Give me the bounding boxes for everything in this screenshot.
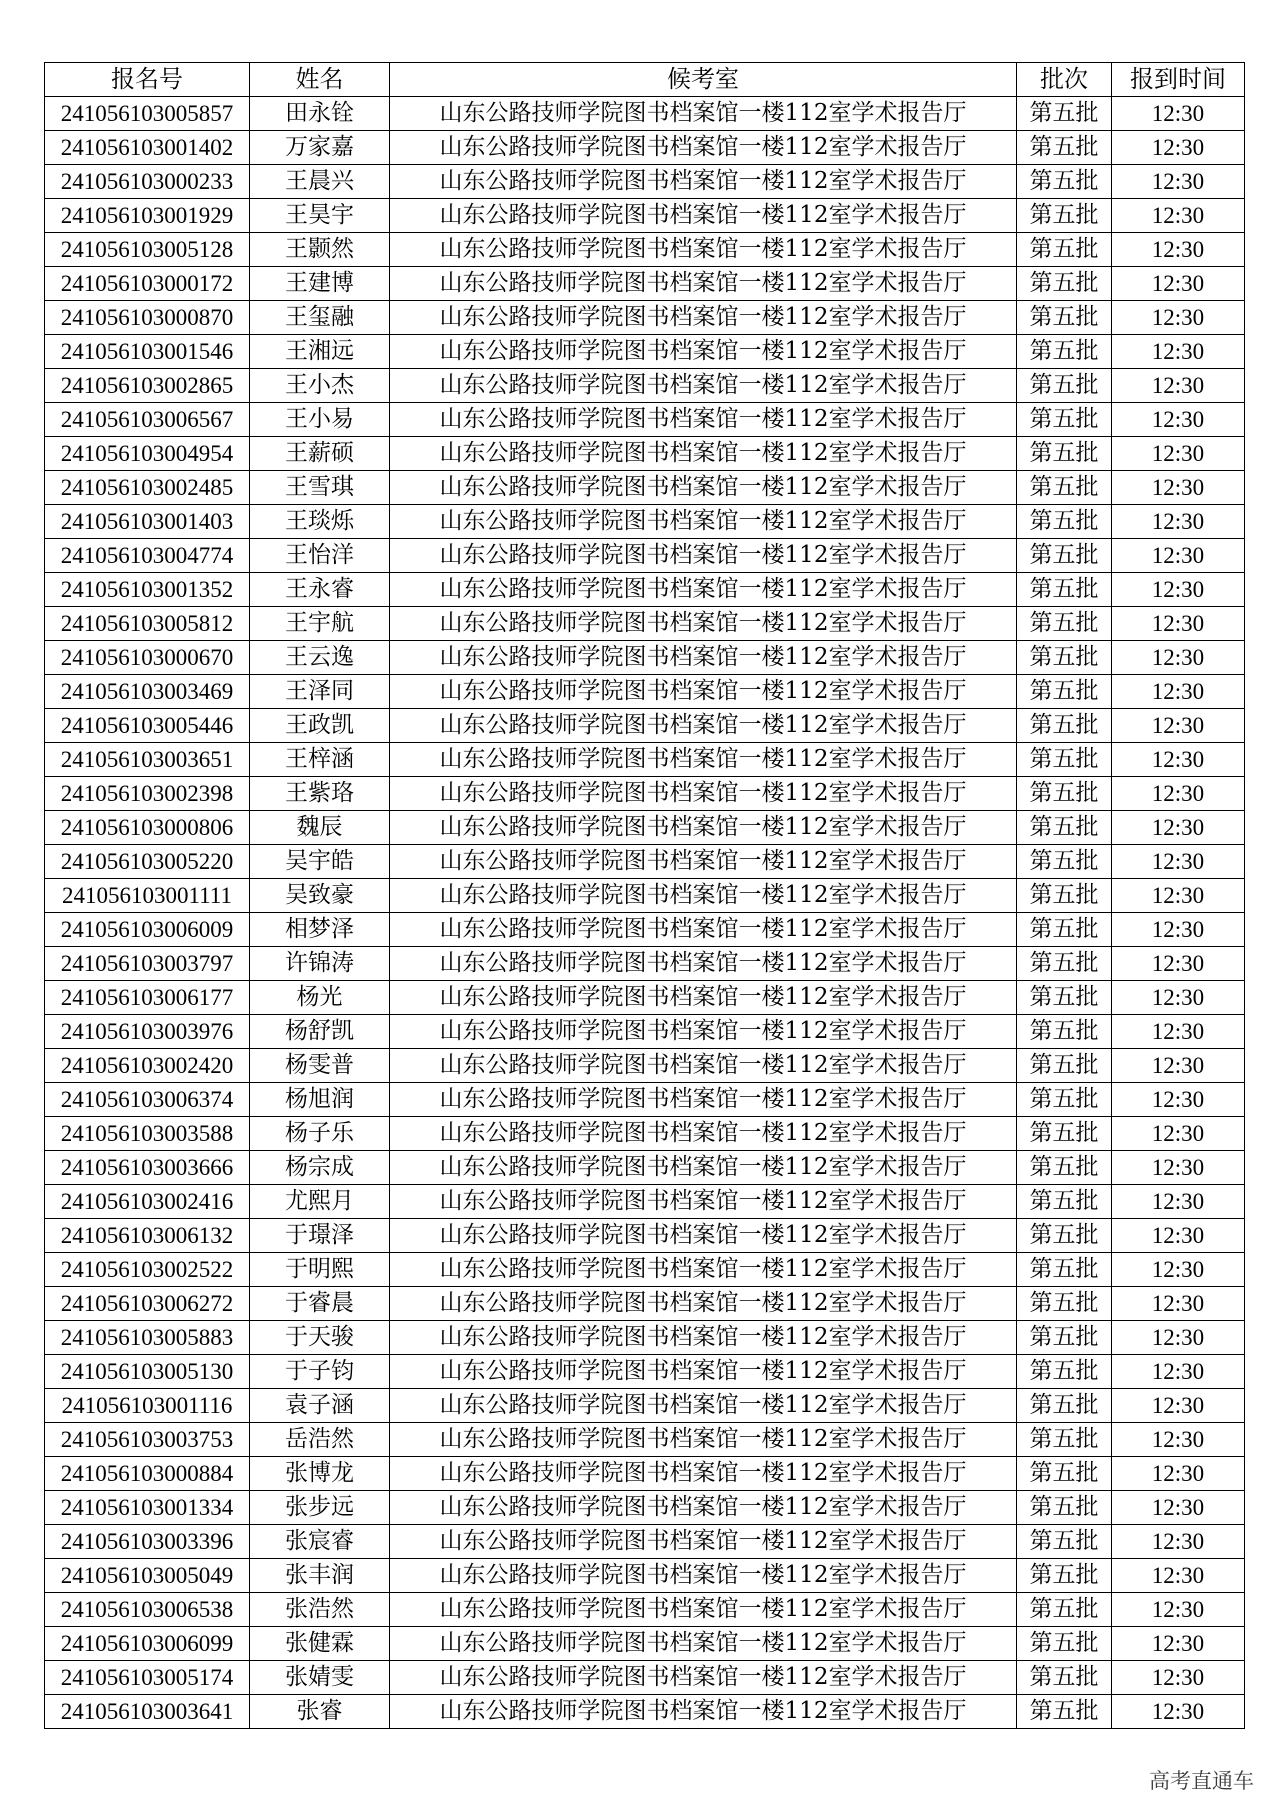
table-row xyxy=(45,1661,1245,1695)
cell-check-in-time: 12:30 xyxy=(1112,709,1245,743)
cell-name: 王梓涵 xyxy=(250,743,390,777)
table-row xyxy=(45,607,1245,641)
cell-name: 张博龙 xyxy=(250,1457,390,1491)
cell-registration-number: 241056103000806 xyxy=(45,811,250,845)
table-row xyxy=(45,1695,1245,1729)
cell-name: 杨舒凯 xyxy=(250,1015,390,1049)
cell-batch: 第五批 xyxy=(1017,845,1112,879)
cell-check-in-time: 12:30 xyxy=(1112,1185,1245,1219)
cell-check-in-time: 12:30 xyxy=(1112,1559,1245,1593)
cell-name: 于天骏 xyxy=(250,1321,390,1355)
cell-check-in-time: 12:30 xyxy=(1112,1627,1245,1661)
cell-batch: 第五批 xyxy=(1017,97,1112,131)
cell-registration-number: 241056103006374 xyxy=(45,1083,250,1117)
cell-check-in-time: 12:30 xyxy=(1112,641,1245,675)
cell-registration-number: 241056103000870 xyxy=(45,301,250,335)
cell-batch: 第五批 xyxy=(1017,233,1112,267)
cell-name: 吴致豪 xyxy=(250,879,390,913)
cell-waiting-room: 山东公路技师学院图书档案馆一楼112室学术报告厅 xyxy=(390,233,1017,267)
table-row xyxy=(45,1423,1245,1457)
table-row xyxy=(45,1525,1245,1559)
roster-body xyxy=(45,97,1245,1729)
cell-name: 于睿晨 xyxy=(250,1287,390,1321)
table-row xyxy=(45,1627,1245,1661)
cell-batch: 第五批 xyxy=(1017,879,1112,913)
cell-name: 杨光 xyxy=(250,981,390,1015)
cell-check-in-time: 12:30 xyxy=(1112,1321,1245,1355)
cell-check-in-time: 12:30 xyxy=(1112,437,1245,471)
cell-batch: 第五批 xyxy=(1017,1151,1112,1185)
cell-check-in-time: 12:30 xyxy=(1112,471,1245,505)
cell-registration-number: 241056103003396 xyxy=(45,1525,250,1559)
cell-batch: 第五批 xyxy=(1017,1219,1112,1253)
cell-name: 于明熙 xyxy=(250,1253,390,1287)
cell-check-in-time: 12:30 xyxy=(1112,403,1245,437)
cell-check-in-time: 12:30 xyxy=(1112,573,1245,607)
table-row xyxy=(45,97,1245,131)
cell-registration-number: 241056103003651 xyxy=(45,743,250,777)
cell-name: 于子钧 xyxy=(250,1355,390,1389)
cell-batch: 第五批 xyxy=(1017,1457,1112,1491)
cell-name: 田永铨 xyxy=(250,97,390,131)
cell-name: 王玺融 xyxy=(250,301,390,335)
cell-batch: 第五批 xyxy=(1017,1185,1112,1219)
cell-registration-number: 241056103006567 xyxy=(45,403,250,437)
cell-name: 张浩然 xyxy=(250,1593,390,1627)
table-row xyxy=(45,879,1245,913)
cell-registration-number: 241056103001116 xyxy=(45,1389,250,1423)
cell-check-in-time: 12:30 xyxy=(1112,1695,1245,1729)
table-row xyxy=(45,573,1245,607)
cell-check-in-time: 12:30 xyxy=(1112,1355,1245,1389)
cell-check-in-time: 12:30 xyxy=(1112,165,1245,199)
cell-name: 王薪硕 xyxy=(250,437,390,471)
table-row xyxy=(45,1321,1245,1355)
table-row xyxy=(45,947,1245,981)
cell-registration-number: 241056103003753 xyxy=(45,1423,250,1457)
table-row xyxy=(45,301,1245,335)
table-row xyxy=(45,539,1245,573)
cell-name: 王小杰 xyxy=(250,369,390,403)
cell-waiting-room: 山东公路技师学院图书档案馆一楼112室学术报告厅 xyxy=(390,777,1017,811)
cell-registration-number: 241056103006538 xyxy=(45,1593,250,1627)
table-row xyxy=(45,1457,1245,1491)
cell-batch: 第五批 xyxy=(1017,471,1112,505)
cell-check-in-time: 12:30 xyxy=(1112,1593,1245,1627)
cell-waiting-room: 山东公路技师学院图书档案馆一楼112室学术报告厅 xyxy=(390,641,1017,675)
cell-registration-number: 241056103005220 xyxy=(45,845,250,879)
table-row xyxy=(45,1015,1245,1049)
cell-name: 许锦涛 xyxy=(250,947,390,981)
cell-name: 万家嘉 xyxy=(250,131,390,165)
cell-waiting-room: 山东公路技师学院图书档案馆一楼112室学术报告厅 xyxy=(390,1151,1017,1185)
cell-registration-number: 241056103001402 xyxy=(45,131,250,165)
cell-registration-number: 241056103000884 xyxy=(45,1457,250,1491)
cell-name: 张婧雯 xyxy=(250,1661,390,1695)
cell-registration-number: 241056103005812 xyxy=(45,607,250,641)
table-row xyxy=(45,1219,1245,1253)
cell-name: 王宇航 xyxy=(250,607,390,641)
cell-waiting-room: 山东公路技师学院图书档案馆一楼112室学术报告厅 xyxy=(390,1559,1017,1593)
cell-check-in-time: 12:30 xyxy=(1112,811,1245,845)
cell-name: 尤熙月 xyxy=(250,1185,390,1219)
cell-registration-number: 241056103001546 xyxy=(45,335,250,369)
cell-batch: 第五批 xyxy=(1017,1593,1112,1627)
cell-registration-number: 241056103001403 xyxy=(45,505,250,539)
cell-check-in-time: 12:30 xyxy=(1112,539,1245,573)
cell-waiting-room: 山东公路技师学院图书档案馆一楼112室学术报告厅 xyxy=(390,709,1017,743)
cell-waiting-room: 山东公路技师学院图书档案馆一楼112室学术报告厅 xyxy=(390,1491,1017,1525)
header-waiting-room: 候考室 xyxy=(390,63,1017,97)
table-row xyxy=(45,1355,1245,1389)
cell-registration-number: 241056103005857 xyxy=(45,97,250,131)
cell-waiting-room: 山东公路技师学院图书档案馆一楼112室学术报告厅 xyxy=(390,165,1017,199)
cell-name: 杨雯普 xyxy=(250,1049,390,1083)
cell-registration-number: 241056103005446 xyxy=(45,709,250,743)
cell-batch: 第五批 xyxy=(1017,1253,1112,1287)
cell-name: 张健霖 xyxy=(250,1627,390,1661)
cell-batch: 第五批 xyxy=(1017,1355,1112,1389)
table-row xyxy=(45,913,1245,947)
cell-waiting-room: 山东公路技师学院图书档案馆一楼112室学术报告厅 xyxy=(390,1049,1017,1083)
cell-batch: 第五批 xyxy=(1017,369,1112,403)
cell-check-in-time: 12:30 xyxy=(1112,1049,1245,1083)
cell-registration-number: 241056103006009 xyxy=(45,913,250,947)
cell-check-in-time: 12:30 xyxy=(1112,1661,1245,1695)
cell-waiting-room: 山东公路技师学院图书档案馆一楼112室学术报告厅 xyxy=(390,1355,1017,1389)
table-row xyxy=(45,369,1245,403)
table-row xyxy=(45,675,1245,709)
table-row xyxy=(45,1253,1245,1287)
table-row xyxy=(45,709,1245,743)
table-row xyxy=(45,811,1245,845)
cell-waiting-room: 山东公路技师学院图书档案馆一楼112室学术报告厅 xyxy=(390,1015,1017,1049)
cell-batch: 第五批 xyxy=(1017,1491,1112,1525)
cell-check-in-time: 12:30 xyxy=(1112,743,1245,777)
cell-name: 王琰烁 xyxy=(250,505,390,539)
cell-waiting-room: 山东公路技师学院图书档案馆一楼112室学术报告厅 xyxy=(390,743,1017,777)
cell-check-in-time: 12:30 xyxy=(1112,947,1245,981)
cell-batch: 第五批 xyxy=(1017,1423,1112,1457)
cell-check-in-time: 12:30 xyxy=(1112,1083,1245,1117)
cell-name: 王永睿 xyxy=(250,573,390,607)
cell-waiting-room: 山东公路技师学院图书档案馆一楼112室学术报告厅 xyxy=(390,879,1017,913)
cell-registration-number: 241056103002416 xyxy=(45,1185,250,1219)
cell-waiting-room: 山东公路技师学院图书档案馆一楼112室学术报告厅 xyxy=(390,1423,1017,1457)
cell-check-in-time: 12:30 xyxy=(1112,199,1245,233)
cell-waiting-room: 山东公路技师学院图书档案馆一楼112室学术报告厅 xyxy=(390,1593,1017,1627)
cell-registration-number: 241056103004774 xyxy=(45,539,250,573)
cell-waiting-room: 山东公路技师学院图书档案馆一楼112室学术报告厅 xyxy=(390,1253,1017,1287)
cell-batch: 第五批 xyxy=(1017,403,1112,437)
table-row xyxy=(45,1491,1245,1525)
cell-registration-number: 241056103006177 xyxy=(45,981,250,1015)
cell-name: 杨宗成 xyxy=(250,1151,390,1185)
table-row xyxy=(45,471,1245,505)
cell-check-in-time: 12:30 xyxy=(1112,301,1245,335)
cell-batch: 第五批 xyxy=(1017,1559,1112,1593)
header-registration-number: 报名号 xyxy=(45,63,250,97)
cell-waiting-room: 山东公路技师学院图书档案馆一楼112室学术报告厅 xyxy=(390,539,1017,573)
table-row xyxy=(45,1083,1245,1117)
table-row xyxy=(45,233,1245,267)
cell-waiting-room: 山东公路技师学院图书档案馆一楼112室学术报告厅 xyxy=(390,335,1017,369)
cell-registration-number: 241056103002485 xyxy=(45,471,250,505)
cell-batch: 第五批 xyxy=(1017,505,1112,539)
cell-registration-number: 241056103005883 xyxy=(45,1321,250,1355)
cell-waiting-room: 山东公路技师学院图书档案馆一楼112室学术报告厅 xyxy=(390,505,1017,539)
cell-batch: 第五批 xyxy=(1017,1015,1112,1049)
cell-batch: 第五批 xyxy=(1017,1117,1112,1151)
cell-check-in-time: 12:30 xyxy=(1112,233,1245,267)
cell-name: 王颢然 xyxy=(250,233,390,267)
cell-registration-number: 241056103002398 xyxy=(45,777,250,811)
cell-batch: 第五批 xyxy=(1017,981,1112,1015)
cell-check-in-time: 12:30 xyxy=(1112,777,1245,811)
cell-waiting-room: 山东公路技师学院图书档案馆一楼112室学术报告厅 xyxy=(390,1083,1017,1117)
cell-batch: 第五批 xyxy=(1017,1661,1112,1695)
cell-waiting-room: 山东公路技师学院图书档案馆一楼112室学术报告厅 xyxy=(390,1389,1017,1423)
cell-registration-number: 241056103006099 xyxy=(45,1627,250,1661)
table-row xyxy=(45,845,1245,879)
cell-check-in-time: 12:30 xyxy=(1112,607,1245,641)
cell-registration-number: 241056103003469 xyxy=(45,675,250,709)
cell-name: 王怡洋 xyxy=(250,539,390,573)
cell-registration-number: 241056103003641 xyxy=(45,1695,250,1729)
cell-waiting-room: 山东公路技师学院图书档案馆一楼112室学术报告厅 xyxy=(390,97,1017,131)
cell-batch: 第五批 xyxy=(1017,165,1112,199)
roster-table xyxy=(44,62,1245,1729)
cell-batch: 第五批 xyxy=(1017,573,1112,607)
cell-check-in-time: 12:30 xyxy=(1112,1423,1245,1457)
table-row xyxy=(45,165,1245,199)
header-check-in-time: 报到时间 xyxy=(1112,63,1245,97)
cell-registration-number: 241056103002522 xyxy=(45,1253,250,1287)
cell-batch: 第五批 xyxy=(1017,947,1112,981)
cell-batch: 第五批 xyxy=(1017,1525,1112,1559)
cell-name: 杨子乐 xyxy=(250,1117,390,1151)
cell-waiting-room: 山东公路技师学院图书档案馆一楼112室学术报告厅 xyxy=(390,675,1017,709)
cell-waiting-room: 山东公路技师学院图书档案馆一楼112室学术报告厅 xyxy=(390,947,1017,981)
cell-waiting-room: 山东公路技师学院图书档案馆一楼112室学术报告厅 xyxy=(390,1185,1017,1219)
cell-registration-number: 241056103001111 xyxy=(45,879,250,913)
cell-waiting-room: 山东公路技师学院图书档案馆一楼112室学术报告厅 xyxy=(390,131,1017,165)
cell-batch: 第五批 xyxy=(1017,1321,1112,1355)
cell-name: 王泽同 xyxy=(250,675,390,709)
table-row xyxy=(45,1049,1245,1083)
cell-check-in-time: 12:30 xyxy=(1112,1117,1245,1151)
cell-registration-number: 241056103001929 xyxy=(45,199,250,233)
cell-name: 王晨兴 xyxy=(250,165,390,199)
cell-batch: 第五批 xyxy=(1017,1627,1112,1661)
cell-check-in-time: 12:30 xyxy=(1112,505,1245,539)
cell-waiting-room: 山东公路技师学院图书档案馆一楼112室学术报告厅 xyxy=(390,369,1017,403)
table-row xyxy=(45,131,1245,165)
watermark-text: 高考直通车 xyxy=(1149,1769,1254,1793)
cell-batch: 第五批 xyxy=(1017,1049,1112,1083)
cell-batch: 第五批 xyxy=(1017,539,1112,573)
cell-batch: 第五批 xyxy=(1017,709,1112,743)
header-batch: 批次 xyxy=(1017,63,1112,97)
cell-registration-number: 241056103001334 xyxy=(45,1491,250,1525)
cell-waiting-room: 山东公路技师学院图书档案馆一楼112室学术报告厅 xyxy=(390,913,1017,947)
cell-name: 王湘远 xyxy=(250,335,390,369)
cell-batch: 第五批 xyxy=(1017,1287,1112,1321)
cell-waiting-room: 山东公路技师学院图书档案馆一楼112室学术报告厅 xyxy=(390,607,1017,641)
table-row xyxy=(45,777,1245,811)
cell-waiting-room: 山东公路技师学院图书档案馆一楼112室学术报告厅 xyxy=(390,1627,1017,1661)
roster-sheet xyxy=(44,62,1244,1729)
cell-registration-number: 241056103000670 xyxy=(45,641,250,675)
cell-waiting-room: 山东公路技师学院图书档案馆一楼112室学术报告厅 xyxy=(390,1661,1017,1695)
cell-waiting-room: 山东公路技师学院图书档案馆一楼112室学术报告厅 xyxy=(390,403,1017,437)
cell-batch: 第五批 xyxy=(1017,1083,1112,1117)
cell-registration-number: 241056103000172 xyxy=(45,267,250,301)
cell-check-in-time: 12:30 xyxy=(1112,97,1245,131)
cell-waiting-room: 山东公路技师学院图书档案馆一楼112室学术报告厅 xyxy=(390,1525,1017,1559)
cell-registration-number: 241056103001352 xyxy=(45,573,250,607)
cell-name: 王昊宇 xyxy=(250,199,390,233)
cell-registration-number: 241056103005128 xyxy=(45,233,250,267)
cell-batch: 第五批 xyxy=(1017,811,1112,845)
cell-registration-number: 241056103005049 xyxy=(45,1559,250,1593)
cell-name: 岳浩然 xyxy=(250,1423,390,1457)
table-row xyxy=(45,641,1245,675)
table-row xyxy=(45,403,1245,437)
table-row xyxy=(45,335,1245,369)
cell-batch: 第五批 xyxy=(1017,641,1112,675)
cell-registration-number: 241056103003666 xyxy=(45,1151,250,1185)
table-row xyxy=(45,1151,1245,1185)
table-row xyxy=(45,437,1245,471)
cell-name: 杨旭润 xyxy=(250,1083,390,1117)
cell-waiting-room: 山东公路技师学院图书档案馆一楼112室学术报告厅 xyxy=(390,981,1017,1015)
cell-waiting-room: 山东公路技师学院图书档案馆一楼112室学术报告厅 xyxy=(390,267,1017,301)
cell-batch: 第五批 xyxy=(1017,267,1112,301)
cell-name: 吴宇皓 xyxy=(250,845,390,879)
cell-check-in-time: 12:30 xyxy=(1112,1151,1245,1185)
cell-batch: 第五批 xyxy=(1017,301,1112,335)
cell-waiting-room: 山东公路技师学院图书档案馆一楼112室学术报告厅 xyxy=(390,437,1017,471)
cell-check-in-time: 12:30 xyxy=(1112,335,1245,369)
cell-name: 张步远 xyxy=(250,1491,390,1525)
cell-waiting-room: 山东公路技师学院图书档案馆一楼112室学术报告厅 xyxy=(390,845,1017,879)
cell-waiting-room: 山东公路技师学院图书档案馆一楼112室学术报告厅 xyxy=(390,1287,1017,1321)
cell-check-in-time: 12:30 xyxy=(1112,879,1245,913)
table-row xyxy=(45,199,1245,233)
cell-registration-number: 241056103003976 xyxy=(45,1015,250,1049)
cell-batch: 第五批 xyxy=(1017,675,1112,709)
table-row xyxy=(45,743,1245,777)
table-row xyxy=(45,267,1245,301)
cell-registration-number: 241056103002420 xyxy=(45,1049,250,1083)
cell-waiting-room: 山东公路技师学院图书档案馆一楼112室学术报告厅 xyxy=(390,1457,1017,1491)
cell-check-in-time: 12:30 xyxy=(1112,675,1245,709)
table-row xyxy=(45,1287,1245,1321)
cell-check-in-time: 12:30 xyxy=(1112,1287,1245,1321)
cell-batch: 第五批 xyxy=(1017,199,1112,233)
cell-waiting-room: 山东公路技师学院图书档案馆一楼112室学术报告厅 xyxy=(390,199,1017,233)
cell-batch: 第五批 xyxy=(1017,335,1112,369)
cell-batch: 第五批 xyxy=(1017,437,1112,471)
cell-batch: 第五批 xyxy=(1017,1695,1112,1729)
cell-registration-number: 241056103003797 xyxy=(45,947,250,981)
cell-check-in-time: 12:30 xyxy=(1112,131,1245,165)
header-row xyxy=(45,63,1245,97)
cell-name: 张丰润 xyxy=(250,1559,390,1593)
cell-check-in-time: 12:30 xyxy=(1112,369,1245,403)
cell-name: 王政凯 xyxy=(250,709,390,743)
cell-check-in-time: 12:30 xyxy=(1112,1389,1245,1423)
cell-check-in-time: 12:30 xyxy=(1112,1253,1245,1287)
cell-check-in-time: 12:30 xyxy=(1112,1015,1245,1049)
cell-name: 王建博 xyxy=(250,267,390,301)
cell-registration-number: 241056103002865 xyxy=(45,369,250,403)
cell-batch: 第五批 xyxy=(1017,913,1112,947)
cell-name: 王雪琪 xyxy=(250,471,390,505)
table-row xyxy=(45,1185,1245,1219)
cell-batch: 第五批 xyxy=(1017,607,1112,641)
table-row xyxy=(45,1389,1245,1423)
cell-check-in-time: 12:30 xyxy=(1112,267,1245,301)
cell-name: 袁子涵 xyxy=(250,1389,390,1423)
cell-registration-number: 241056103005130 xyxy=(45,1355,250,1389)
cell-batch: 第五批 xyxy=(1017,743,1112,777)
cell-name: 张睿 xyxy=(250,1695,390,1729)
cell-waiting-room: 山东公路技师学院图书档案馆一楼112室学术报告厅 xyxy=(390,1695,1017,1729)
cell-batch: 第五批 xyxy=(1017,1389,1112,1423)
cell-waiting-room: 山东公路技师学院图书档案馆一楼112室学术报告厅 xyxy=(390,573,1017,607)
cell-batch: 第五批 xyxy=(1017,777,1112,811)
cell-batch: 第五批 xyxy=(1017,131,1112,165)
cell-check-in-time: 12:30 xyxy=(1112,1457,1245,1491)
cell-check-in-time: 12:30 xyxy=(1112,913,1245,947)
cell-registration-number: 241056103000233 xyxy=(45,165,250,199)
cell-registration-number: 241056103006272 xyxy=(45,1287,250,1321)
cell-waiting-room: 山东公路技师学院图书档案馆一楼112室学术报告厅 xyxy=(390,1219,1017,1253)
cell-check-in-time: 12:30 xyxy=(1112,845,1245,879)
cell-name: 相梦泽 xyxy=(250,913,390,947)
cell-registration-number: 241056103005174 xyxy=(45,1661,250,1695)
cell-waiting-room: 山东公路技师学院图书档案馆一楼112室学术报告厅 xyxy=(390,811,1017,845)
cell-name: 王云逸 xyxy=(250,641,390,675)
table-row xyxy=(45,981,1245,1015)
cell-waiting-room: 山东公路技师学院图书档案馆一楼112室学术报告厅 xyxy=(390,1321,1017,1355)
table-row xyxy=(45,1117,1245,1151)
cell-waiting-room: 山东公路技师学院图书档案馆一楼112室学术报告厅 xyxy=(390,301,1017,335)
cell-registration-number: 241056103004954 xyxy=(45,437,250,471)
cell-check-in-time: 12:30 xyxy=(1112,981,1245,1015)
cell-waiting-room: 山东公路技师学院图书档案馆一楼112室学术报告厅 xyxy=(390,1117,1017,1151)
table-row xyxy=(45,1559,1245,1593)
cell-name: 王紫珞 xyxy=(250,777,390,811)
cell-name: 王小易 xyxy=(250,403,390,437)
cell-check-in-time: 12:30 xyxy=(1112,1219,1245,1253)
table-row xyxy=(45,1593,1245,1627)
cell-name: 于璟泽 xyxy=(250,1219,390,1253)
table-row xyxy=(45,505,1245,539)
header-name: 姓名 xyxy=(250,63,390,97)
cell-name: 魏辰 xyxy=(250,811,390,845)
cell-check-in-time: 12:30 xyxy=(1112,1525,1245,1559)
cell-registration-number: 241056103006132 xyxy=(45,1219,250,1253)
cell-waiting-room: 山东公路技师学院图书档案馆一楼112室学术报告厅 xyxy=(390,471,1017,505)
cell-name: 张宸睿 xyxy=(250,1525,390,1559)
cell-registration-number: 241056103003588 xyxy=(45,1117,250,1151)
cell-check-in-time: 12:30 xyxy=(1112,1491,1245,1525)
